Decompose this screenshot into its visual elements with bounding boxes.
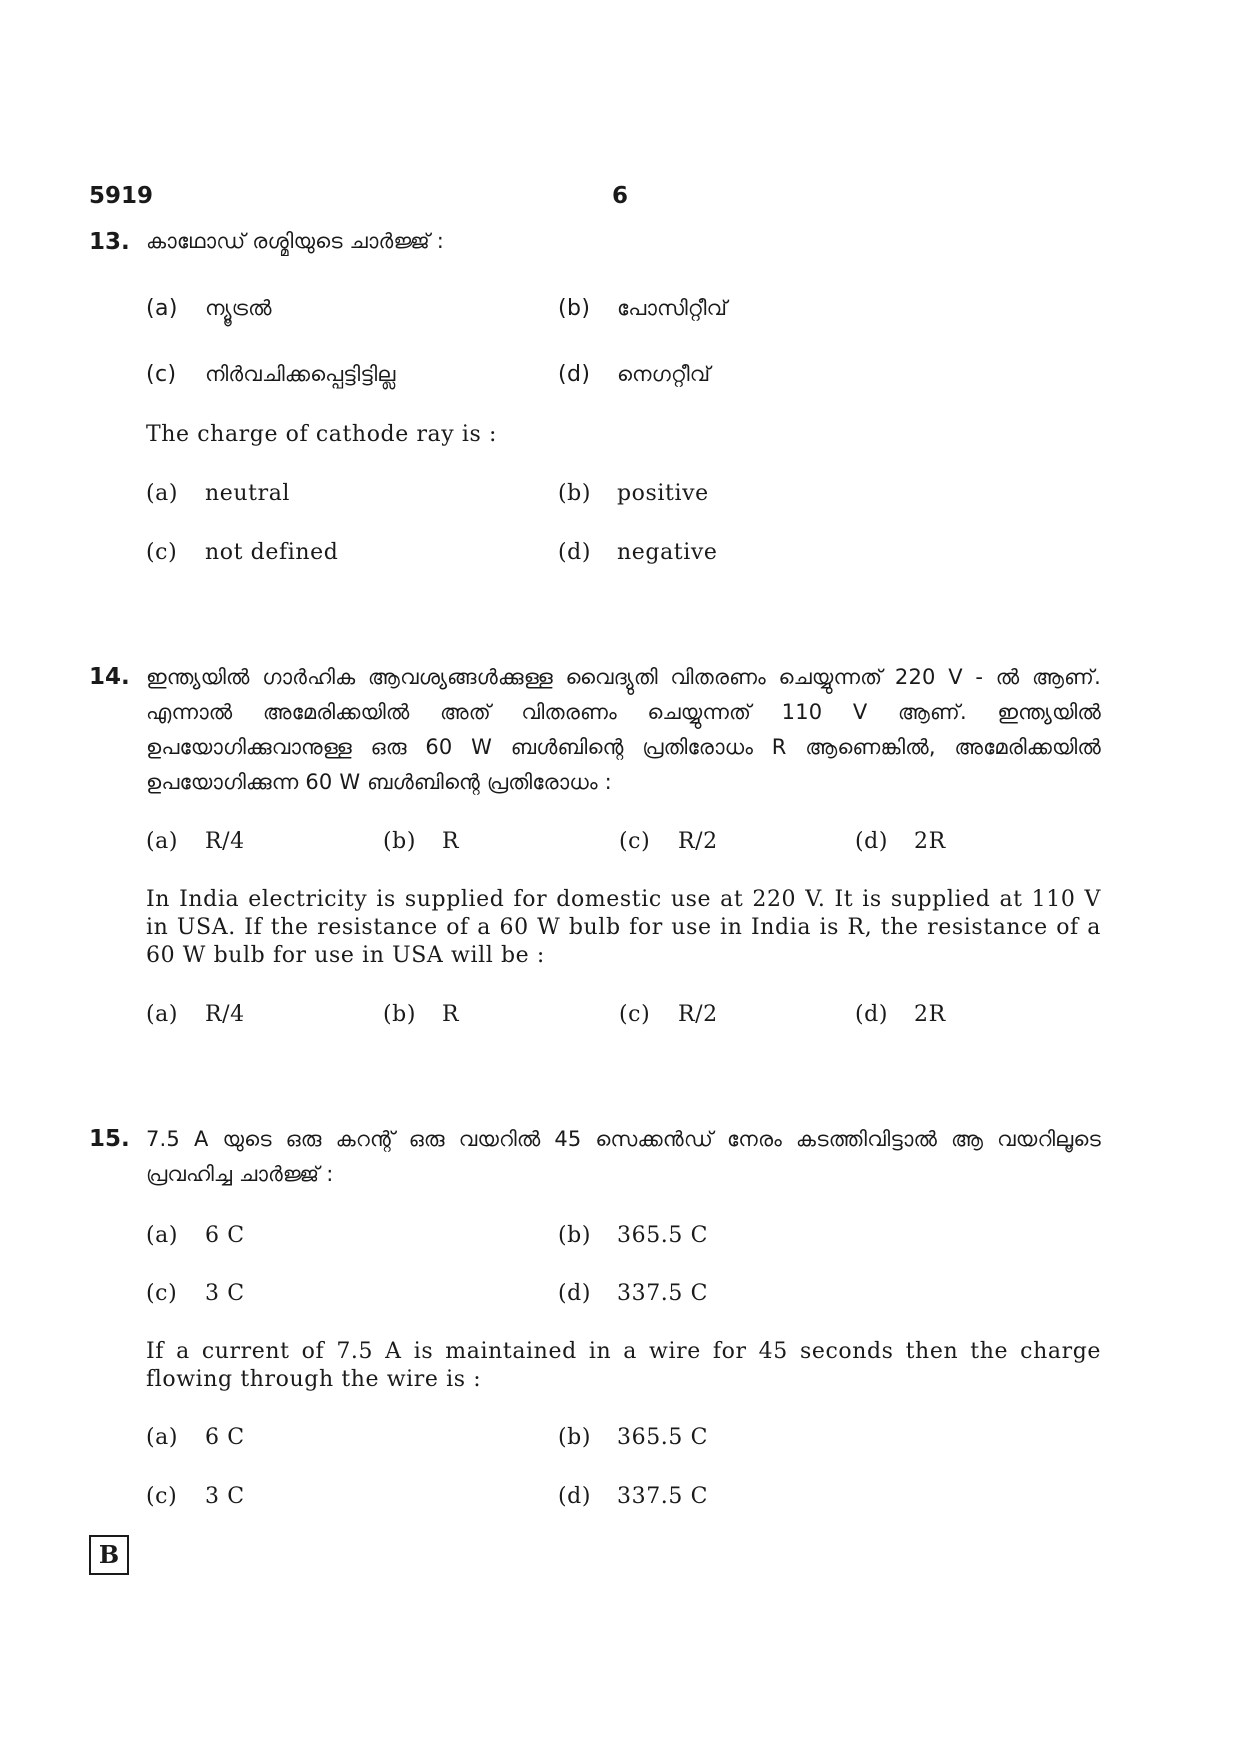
option-text: R/2 bbox=[678, 829, 718, 854]
question-text-english: If a current of 7.5 A is maintained in a wire for 45 seconds then the charge flowing through the wire is : bbox=[146, 1339, 1101, 1392]
page-number: 6 bbox=[612, 183, 629, 209]
option-text: R bbox=[442, 829, 460, 854]
option-text: 6 C bbox=[205, 1223, 245, 1248]
option-label: (d) bbox=[558, 362, 591, 387]
option-text: നെഗറ്റീവ് bbox=[617, 362, 711, 386]
option-text: 3 C bbox=[205, 1484, 245, 1509]
option-label: (a) bbox=[146, 481, 179, 506]
option-label: (c) bbox=[146, 540, 178, 565]
paper-code: 5919 bbox=[89, 183, 154, 209]
option-text: positive bbox=[617, 481, 709, 506]
option-label: (c) bbox=[146, 362, 177, 387]
option-text: നിർവചിക്കപ്പെട്ടിട്ടില്ല bbox=[205, 362, 396, 386]
option-label: (b) bbox=[558, 1425, 592, 1450]
option-text: negative bbox=[617, 540, 718, 565]
option-label: (a) bbox=[146, 1002, 179, 1027]
question-text-english: The charge of cathode ray is : bbox=[146, 422, 498, 447]
option-label: (d) bbox=[558, 540, 592, 565]
option-label: (b) bbox=[558, 1223, 592, 1248]
option-label: (d) bbox=[558, 1484, 592, 1509]
option-label: (d) bbox=[855, 829, 889, 854]
option-label: (b) bbox=[558, 481, 592, 506]
option-text: പോസിറ്റീവ് bbox=[617, 296, 728, 320]
option-text: 365.5 C bbox=[617, 1223, 709, 1248]
set-letter-box: B bbox=[89, 1535, 129, 1575]
option-label: (b) bbox=[383, 829, 417, 854]
option-text: not defined bbox=[205, 540, 339, 565]
question-text-malayalam: കാഥോഡ് രശ്മിയുടെ ചാർജ്ജ് : bbox=[146, 229, 445, 253]
option-text: 337.5 C bbox=[617, 1484, 709, 1509]
option-label: (c) bbox=[619, 1002, 651, 1027]
option-label: (b) bbox=[383, 1002, 417, 1027]
option-text: ന്യൂട്രൽ bbox=[205, 296, 272, 320]
question-number: 15. bbox=[89, 1126, 130, 1152]
question-text-english: In India electricity is supplied for domestic use at 220 V. It is supplied at 110 V in USA. If the resistance of a 60 W bulb for use in India is R, the resistance of a 60 W bulb for use in USA will be : bbox=[146, 887, 1101, 968]
option-text: R bbox=[442, 1002, 460, 1027]
option-label: (a) bbox=[146, 296, 178, 321]
option-text: 365.5 C bbox=[617, 1425, 709, 1450]
question-number: 14. bbox=[89, 664, 130, 690]
question-text-malayalam: ഇന്ത്യയിൽ ഗാർഹിക ആവശ്യങ്ങൾക്കുള്ള വൈദ്യുതി വിതരണം ചെയ്യുന്നത് 220 V - ൽ ആണ്. എന്നാൽ അമേരിക്കയിൽ അത് വിതരണം ചെയ്യുന്നത് 110 V ആണ്. ഇന്ത്യയിൽ ഉപയോഗിക്കുവാനുള്ള ഒരു 60 W ബൾബിന്റെ പ്രതിരോധം R ആണെങ്കിൽ, അമേരിക്കയിൽ ഉപയോഗിക്കുന്ന 60 W ബൾബിന്റെ പ്രതിരോധം : bbox=[146, 665, 1101, 794]
option-label: (c) bbox=[146, 1281, 178, 1306]
option-text: 2R bbox=[914, 1002, 946, 1027]
option-text: neutral bbox=[205, 481, 291, 506]
question-number: 13. bbox=[89, 229, 130, 255]
option-label: (d) bbox=[855, 1002, 889, 1027]
option-label: (c) bbox=[619, 829, 651, 854]
option-text: R/2 bbox=[678, 1002, 718, 1027]
option-label: (b) bbox=[558, 296, 591, 321]
option-text: 3 C bbox=[205, 1281, 245, 1306]
option-label: (a) bbox=[146, 829, 179, 854]
option-text: R/4 bbox=[205, 1002, 245, 1027]
question-text-malayalam: 7.5 A യുടെ ഒരു കറന്റ് ഒരു വയറിൽ 45 സെക്കൻഡ് നേരം കടത്തിവിട്ടാൽ ആ വയറിലൂടെ പ്രവഹിച്ച ചാർജ്ജ് : bbox=[146, 1127, 1101, 1186]
option-text: R/4 bbox=[205, 829, 245, 854]
option-label: (a) bbox=[146, 1425, 179, 1450]
option-text: 2R bbox=[914, 829, 946, 854]
option-text: 6 C bbox=[205, 1425, 245, 1450]
option-text: 337.5 C bbox=[617, 1281, 709, 1306]
option-label: (c) bbox=[146, 1484, 178, 1509]
option-label: (a) bbox=[146, 1223, 179, 1248]
option-label: (d) bbox=[558, 1281, 592, 1306]
